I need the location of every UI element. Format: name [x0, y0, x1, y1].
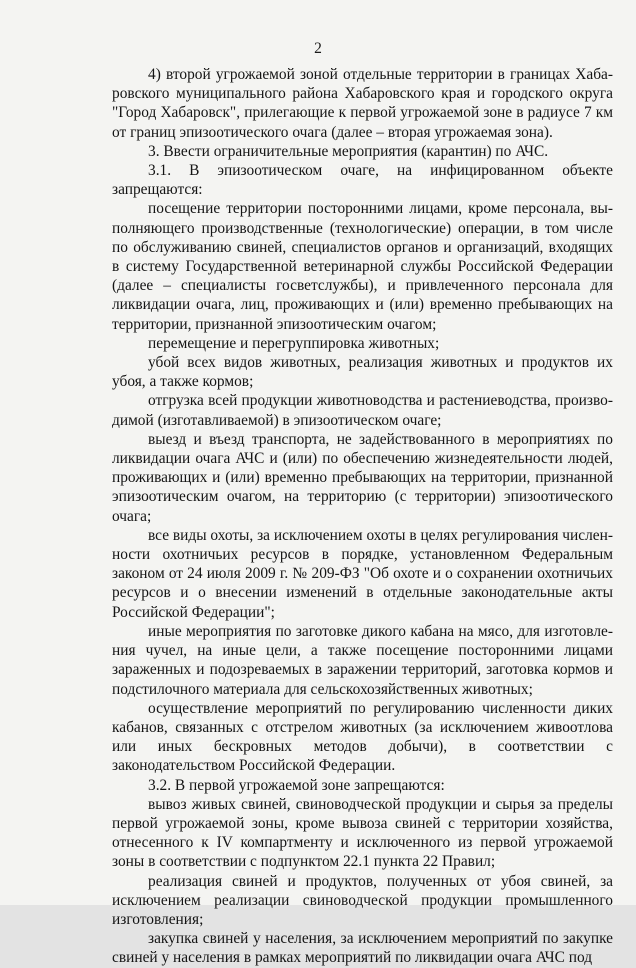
- paragraph: 3.2. В первой угрожаемой зоне запрещаются:: [148, 776, 445, 794]
- paragraph: 3. Ввести ограничительные мероприятия (карантин) по АЧС.: [148, 142, 549, 160]
- paragraph: посещение территории посторонними лицами, кроме персонала, выполняющего производственные (технологические) операции, в том числе по обслуживанию свиней, специалистов органов и организаций, входящих в систему Государственной ветеринарной службы Российской Федерации (далее – специалисты госветслужбы), и привлеченного персонала для ликвидации очага, лиц, проживающих и (или) временно пребывающих на территории, признанной эпизоотическим очагом;: [112, 200, 613, 333]
- paragraph: все виды охоты, за исключением охоты в целях регулирования численности охотничьих ресурсов в порядке, установленном Федеральным законом от 24 июля 2009 г. № 209-ФЗ "Об охоте и о сохранении охотничьих ресурсов и о внесении изменений в отдельные законодательные акты Российской Федерации";: [112, 526, 613, 621]
- paragraph: реализация свиней и продуктов, полученных от убоя свиней, за исключением реализации свиноводческой продукции промышленного изготовления;: [112, 872, 613, 928]
- paragraph: иные мероприятия по заготовке дикого кабана на мясо, для изготовления чучел, на иные цели, а также посещение посторонними лицами зараженных и подозреваемых в заражении территорий, заготовка кормов и подстилочного материала для сельскохозяйственных животных;: [112, 622, 613, 698]
- document-body: [112, 65, 613, 968]
- paragraph: 3.1. В эпизоотическом очаге, на инфицированном объекте запрещаются:: [112, 162, 613, 199]
- paragraph: закупка свиней у населения, за исключением мероприятий по закупке свиней у населения в рамках мероприятий по ликвидации очага АЧС под: [112, 930, 613, 967]
- paragraph: убой всех видов животных, реализация животных и продуктов их убоя, а также кормов;: [112, 354, 613, 391]
- paragraph: осуществление мероприятий по регулированию численности диких кабанов, связанных с отстрелом животных (за исключением живоотлова или иных бескровных методов добычи), в соответствии с законодательством Российской Федерации.: [112, 699, 613, 775]
- page-number: 2: [314, 40, 322, 57]
- paragraph: вывоз живых свиней, свиноводческой продукции и сырья за пределы первой угрожаемой зоны, кроме вывоза свиней с территории хозяйства, отнесенного к IV компартменту и исключенного из первой угрожаемой зоны в соответствии с подпунктом 22.1 пункта 22 Правил;: [112, 795, 613, 871]
- paragraph: выезд и въезд транспорта, не задействованного в мероприятиях по ликвидации очага АЧС и (или) по обеспечению жизнедеятельности людей, проживающих и (или) временно пребывающих на территории, признанной эпизоотическим очагом, на территорию (с территории) эпизоотического очага;: [112, 430, 613, 525]
- paragraph: отгрузка всей продукции животноводства и растениеводства, производимой (изготавливаемой) в эпизоотическом очаге;: [112, 392, 613, 429]
- paragraph: 4) второй угрожаемой зоной отдельные территории в границах Хабаровского муниципального района Хабаровского края и городского округа "Город Хабаровск", прилегающие к первой угрожаемой зоне в радиусе 7 км от границ эпизоотического очага (далее – вторая угрожаемая зона).: [112, 66, 613, 141]
- paragraph: перемещение и перегруппировка животных;: [148, 334, 440, 352]
